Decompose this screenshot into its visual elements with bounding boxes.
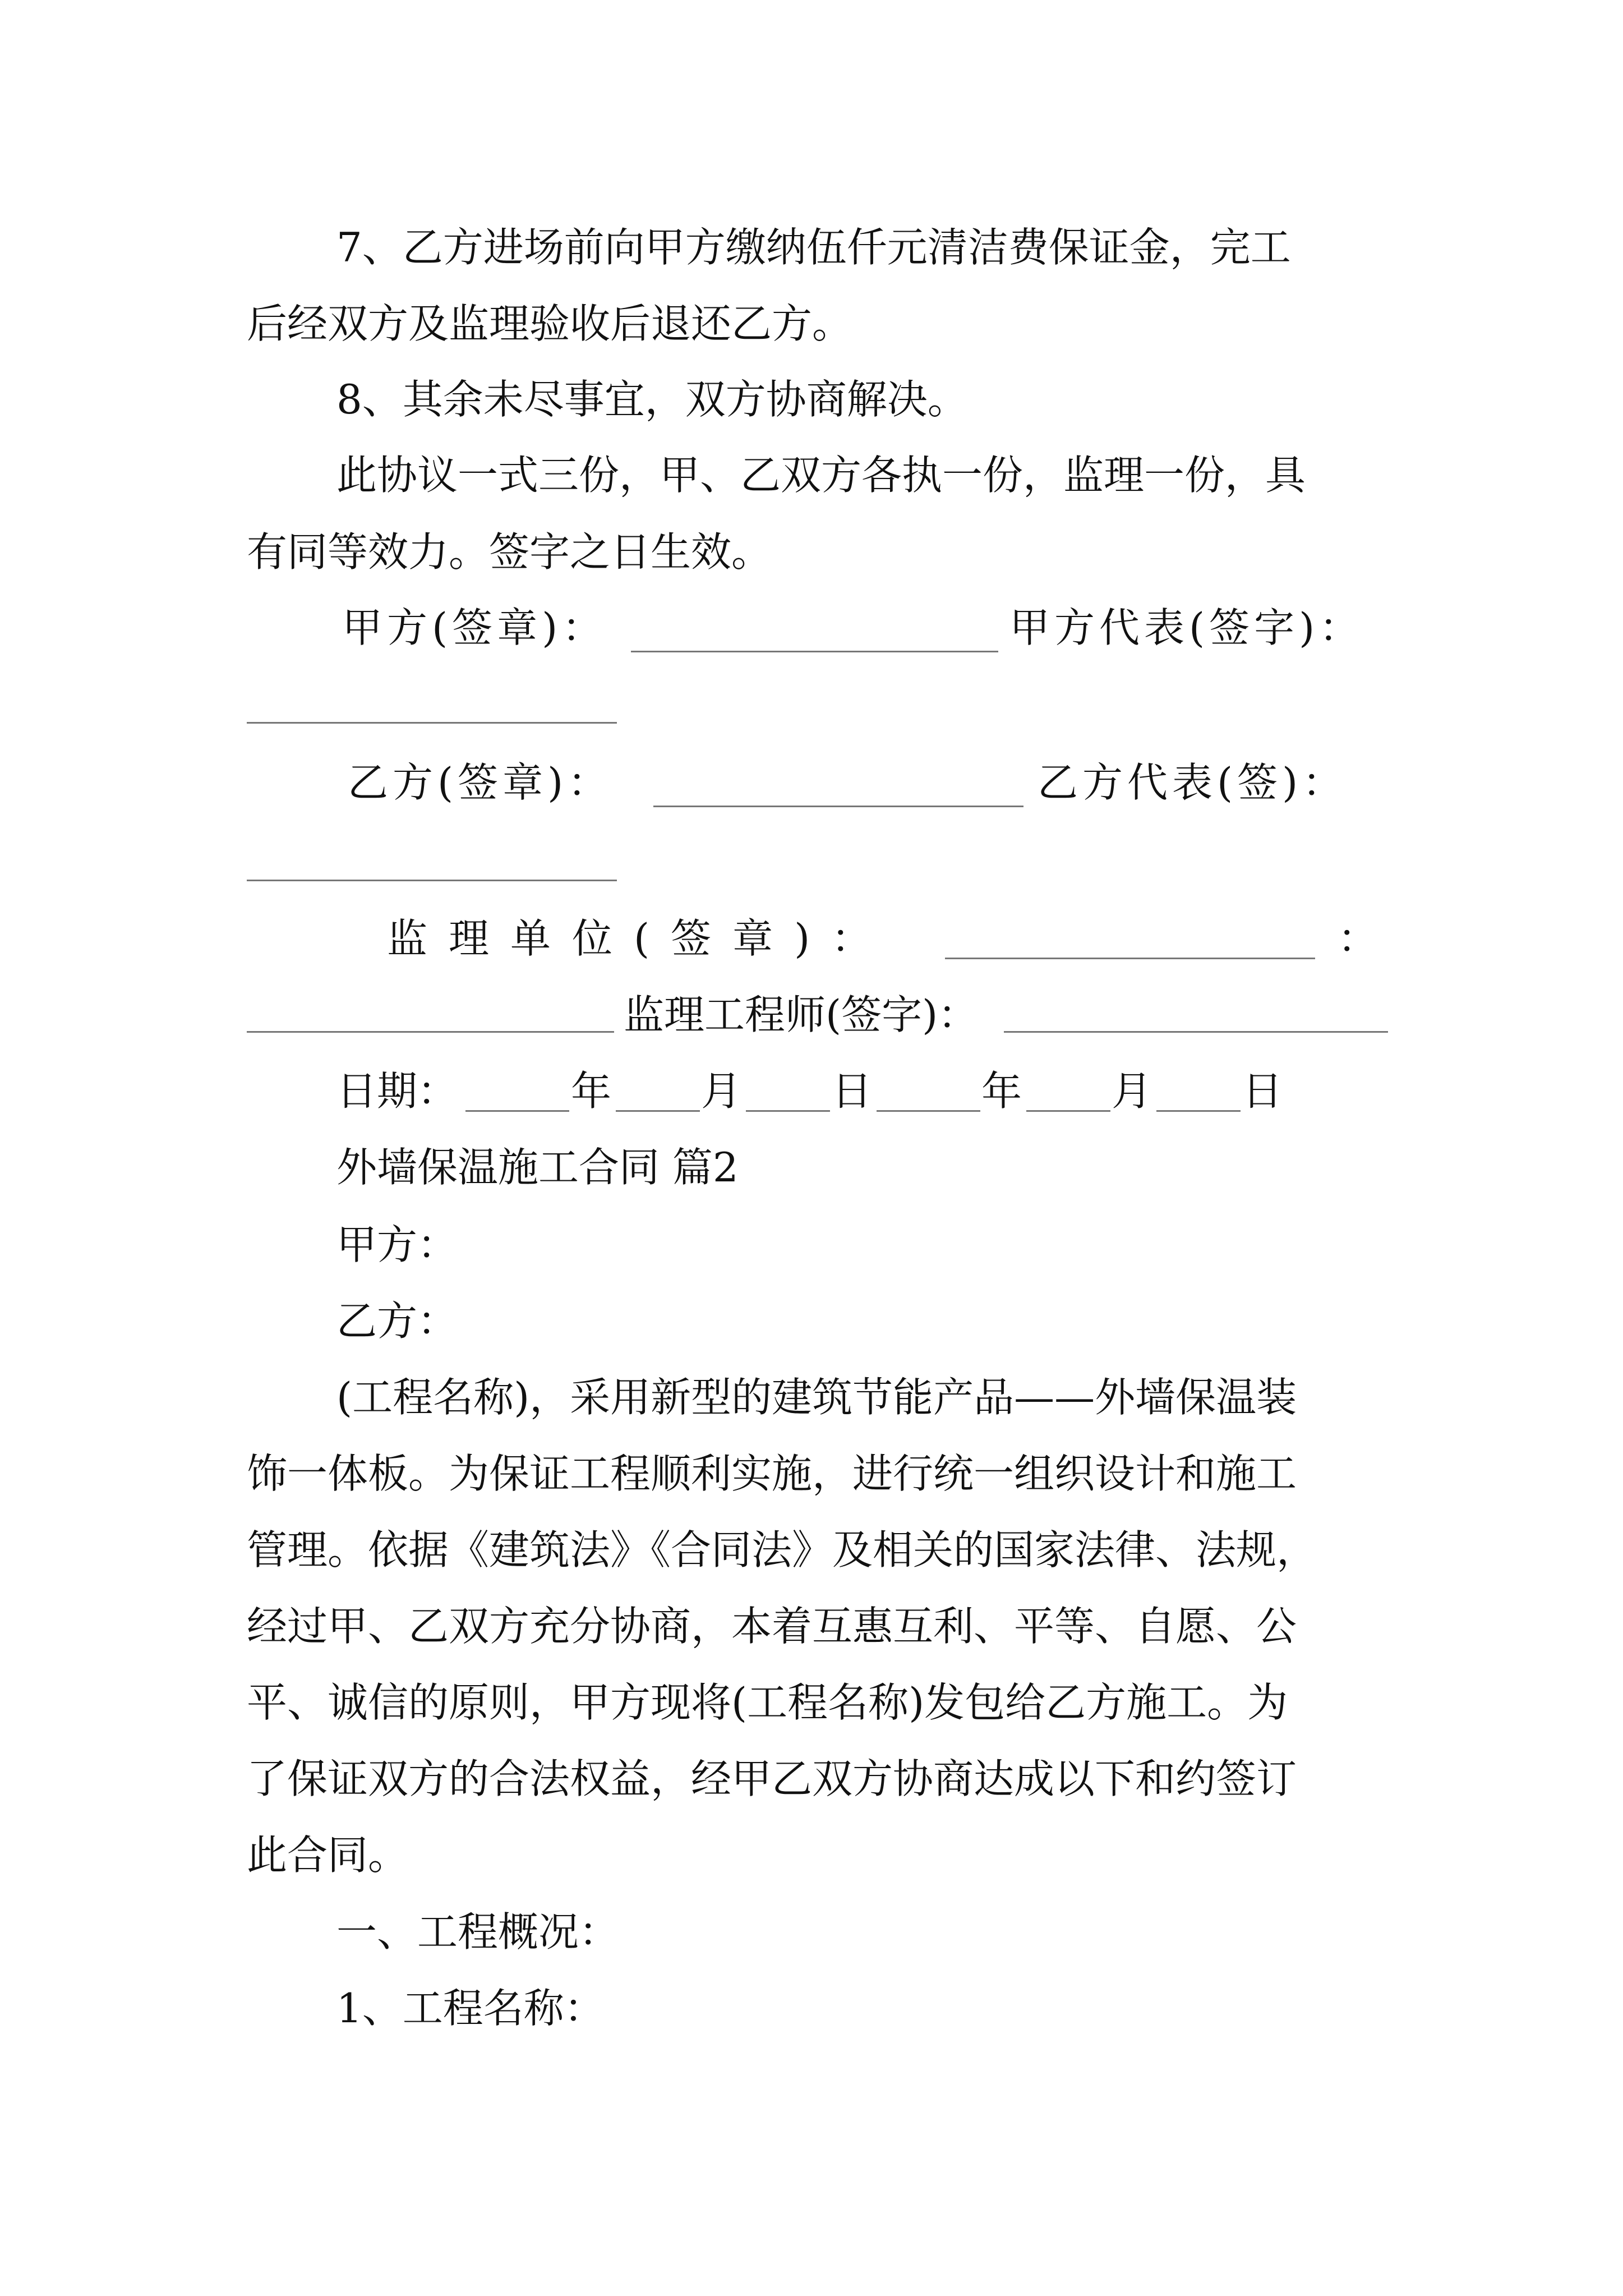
party-b-seal-line <box>653 806 1023 807</box>
party-a-rep-label: 甲方代表(签字)： <box>1009 604 1364 651</box>
date-day-2: 日 <box>1242 1068 1283 1115</box>
section2-title: 外墙保温施工合同 篇2 <box>336 1144 739 1191</box>
supervisor-engineer-label: 监理工程师(签字)： <box>624 991 979 1038</box>
date-day-blank-2 <box>1156 1110 1241 1112</box>
intro-line-3: 管理。依据《建筑法》《合同法》及相关的国家法律、法规， <box>247 1526 1317 1573</box>
date-year-blank-1 <box>465 1110 569 1112</box>
intro-line-4: 经过甲、乙双方充分协商，本着互惠互利、平等、自愿、公 <box>247 1603 1297 1650</box>
date-year-2: 年 <box>981 1068 1022 1115</box>
copies-line-2: 有同等效力。签字之日生效。 <box>247 528 772 576</box>
date-day-1: 日 <box>832 1068 873 1115</box>
supervisor-colon: ： <box>1338 915 1378 962</box>
overview-heading: 一、工程概况： <box>336 1908 620 1955</box>
date-month-2: 月 <box>1112 1068 1152 1115</box>
party-a-seal-label: 甲方(签章)： <box>342 604 607 651</box>
project-name-label: 1、工程名称： <box>336 1985 605 2032</box>
intro-line-6: 了保证双方的合法权益，经甲乙双方协商达成以下和约签订 <box>247 1755 1297 1802</box>
section2-party-a: 甲方： <box>336 1221 458 1268</box>
date-month-1: 月 <box>701 1068 742 1115</box>
date-day-blank-1 <box>746 1110 830 1112</box>
supervisor-unit-line <box>945 958 1315 959</box>
date-month-blank-1 <box>616 1110 700 1112</box>
section2-party-b: 乙方： <box>336 1297 458 1345</box>
date-year-1: 年 <box>571 1068 612 1115</box>
paragraph-7-line-1: 7、乙方进场前向甲方缴纳伍仟元清洁费保证金，完工 <box>336 224 1291 271</box>
paragraph-7-line-2: 后经双方及监理验收后退还乙方。 <box>247 300 853 347</box>
copies-line-1: 此协议一式三份，甲、乙双方各执一份，监理一份，具 <box>336 452 1306 499</box>
party-b-rep-line <box>247 880 617 881</box>
date-label: 日期： <box>336 1068 458 1115</box>
paragraph-8: 8、其余未尽事宜，双方协商解决。 <box>336 376 968 423</box>
party-b-seal-label: 乙方(签章)： <box>348 759 613 806</box>
date-month-blank-2 <box>1026 1110 1110 1112</box>
intro-line-7: 此合同。 <box>247 1832 409 1879</box>
supervisor-engineer-line <box>1004 1031 1388 1033</box>
date-year-blank-2 <box>877 1110 980 1112</box>
party-a-rep-line <box>247 722 617 724</box>
supervisor-engineer-left-line <box>247 1031 614 1033</box>
date-row <box>336 1068 1346 1116</box>
intro-line-2: 饰一体板。为保证工程顺利实施，进行统一组织设计和施工 <box>247 1450 1297 1497</box>
party-b-rep-label: 乙方代表(签)： <box>1038 759 1348 806</box>
intro-line-1: (工程名称)，采用新型的建筑节能产品——外墙保温装 <box>336 1374 1297 1421</box>
supervisor-unit-label: 监理单位(签章)： <box>387 915 893 962</box>
intro-line-5: 平、诚信的原则，甲方现将(工程名称)发包给乙方施工。为 <box>247 1679 1288 1726</box>
party-a-seal-line <box>631 651 998 652</box>
